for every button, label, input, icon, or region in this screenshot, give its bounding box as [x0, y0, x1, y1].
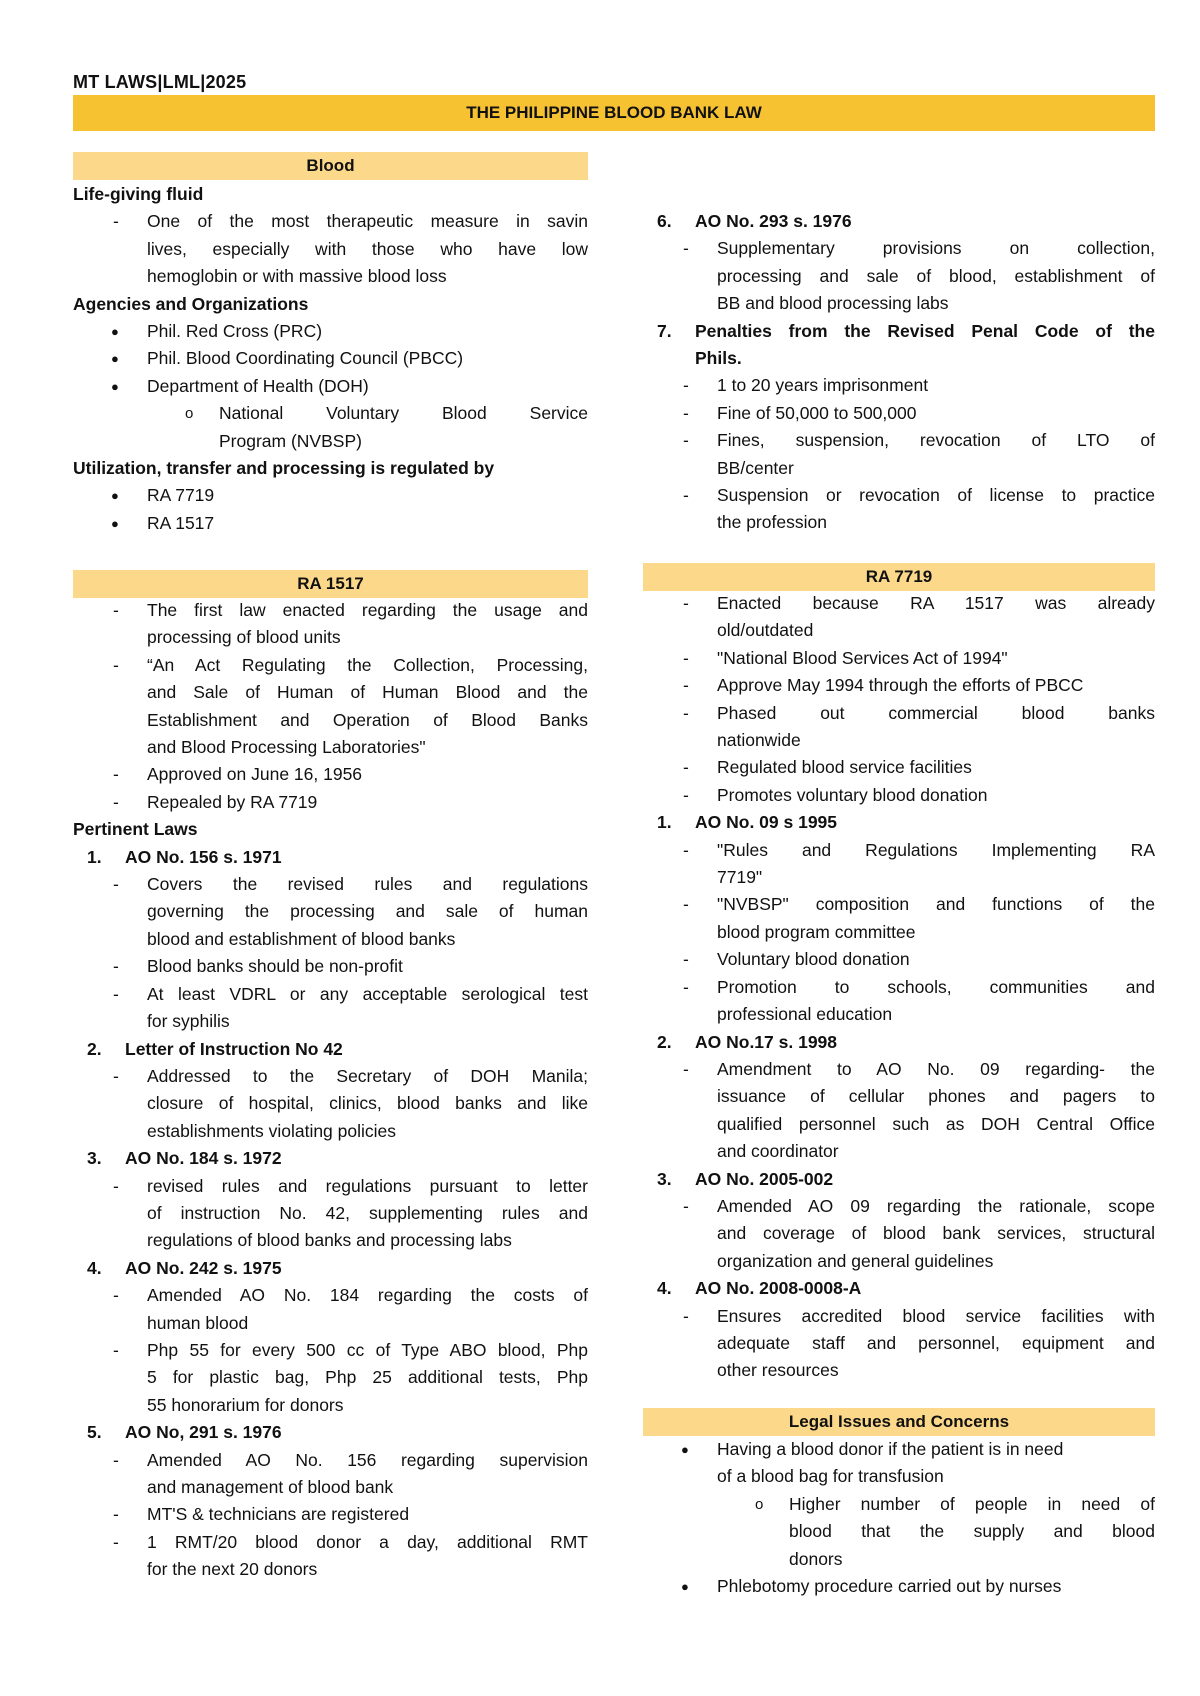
bullet-marker: ●: [111, 378, 119, 394]
list-item: [643, 919, 1155, 946]
dash-marker: -: [113, 654, 119, 675]
list-item-text: Ensures accredited blood service facilities with: [717, 1305, 1155, 1326]
dash-marker: -: [683, 1195, 689, 1216]
bullet-item-text: RA 1517: [147, 512, 215, 533]
dash-marker: -: [113, 764, 119, 785]
bullet-item: [643, 1436, 1155, 1463]
numbered-heading-text: Letter of Instruction No 42: [125, 1038, 343, 1059]
pertinent-laws-label: Pertinent Laws: [73, 819, 198, 840]
numbered-heading-text: AO No, 291 s. 1976: [125, 1422, 282, 1443]
list-item-text: 7719": [717, 867, 763, 888]
list-item: [643, 946, 1155, 973]
list-item-text: Amendment to AO No. 09 regarding- the: [717, 1058, 1155, 1079]
bullet-marker: ●: [111, 488, 119, 504]
dash-marker: -: [683, 647, 689, 668]
list-item-text: MT'S & technicians are registered: [147, 1504, 410, 1525]
dash-marker: -: [113, 983, 119, 1004]
list-item: [643, 1193, 1155, 1220]
list-item: [73, 624, 588, 651]
list-item-text: One of the most therapeutic measure in savin: [147, 211, 588, 232]
list-item-text: 1 to 20 years imprisonment: [717, 375, 929, 396]
dash-marker: -: [113, 211, 119, 232]
numbered-heading: [73, 1419, 588, 1446]
list-item: [73, 1063, 588, 1090]
bullet-marker: ●: [681, 1442, 689, 1457]
dash-marker: -: [113, 1175, 119, 1196]
numbered-heading: [643, 1166, 1155, 1193]
list-item: [73, 236, 588, 263]
bullet-item: [643, 1573, 1155, 1600]
dash-marker: -: [683, 894, 689, 915]
list-item: [73, 1008, 588, 1035]
list-item-text: Voluntary blood donation: [717, 949, 910, 970]
list-item-text: Fine of 50,000 to 500,000: [717, 402, 917, 423]
list-number: 7.: [657, 320, 672, 341]
bullet-item: [73, 373, 588, 400]
bullet-marker: ●: [111, 515, 119, 531]
sub-bullet-text: National Voluntary Blood Service: [219, 403, 588, 424]
list-item: [643, 509, 1155, 536]
bullet-item-text: Phlebotomy procedure carried out by nurses: [717, 1576, 1062, 1597]
list-item-text: human blood: [147, 1312, 249, 1333]
agencies-label: Agencies and Organizations: [73, 293, 309, 314]
list-item: [73, 1556, 588, 1583]
list-item: [643, 974, 1155, 1001]
sub-bullet-item: [643, 1491, 1155, 1518]
list-item-text: Repealed by RA 7719: [147, 791, 318, 812]
list-item-text: Amended AO 09 regarding the rationale, scope: [717, 1195, 1155, 1216]
list-item: [643, 1001, 1155, 1028]
list-item: [73, 1529, 588, 1556]
ra1517-section: [73, 597, 588, 1584]
list-item-text: 5 for plastic bag, Php 25 additional tests, Php: [147, 1367, 588, 1388]
bullet-item-text: RA 7719: [147, 485, 215, 506]
list-item-text: qualified personnel such as DOH Central Office: [717, 1113, 1155, 1134]
list-item-text: processing and sale of blood, establishment of: [717, 265, 1155, 286]
numbered-heading: [643, 1029, 1155, 1056]
list-item-text: governing the processing and sale of human: [147, 901, 588, 922]
legal-issues-section: [643, 1436, 1155, 1600]
list-item: [643, 1330, 1155, 1357]
list-item: [643, 372, 1155, 399]
bullet-marker: ●: [681, 1579, 689, 1595]
ao-293-and-penalties: [643, 208, 1155, 537]
bullet-item: [73, 318, 588, 345]
sub-bullet-text: Program (NVBSP): [219, 430, 362, 451]
list-item: [643, 1138, 1155, 1165]
list-item-text: regulations of blood banks and processing labs: [147, 1230, 512, 1251]
dash-marker: -: [113, 1531, 119, 1552]
list-item: [643, 1111, 1155, 1138]
numbered-heading: [643, 809, 1155, 836]
list-item-text: closure of hospital, clinics, blood banks and like: [147, 1093, 588, 1114]
bullet-item-text: Phil. Blood Coordinating Council (PBCC): [147, 348, 464, 369]
list-item: [73, 1337, 588, 1364]
list-item: [73, 1118, 588, 1145]
list-item-text: of instruction No. 42, supplementing rules and: [147, 1202, 588, 1223]
sub-bullet-text: donors: [789, 1548, 843, 1569]
list-item: [643, 263, 1155, 290]
list-item: [73, 597, 588, 624]
list-item-text: Promotion to schools, communities and: [717, 976, 1155, 997]
list-item-text: and Blood Processing Laboratories": [147, 737, 426, 758]
list-item-text: Approved on June 16, 1956: [147, 764, 363, 785]
dash-marker: -: [683, 976, 689, 997]
list-item: [73, 263, 588, 290]
ra7719-section: [643, 590, 1155, 1385]
dash-marker: -: [683, 784, 689, 805]
numbered-heading-text: AO No. 2005-002: [695, 1168, 834, 1189]
list-item: [73, 1501, 588, 1528]
dash-marker: -: [113, 1285, 119, 1306]
list-item: [643, 672, 1155, 699]
list-item-text: for syphilis: [147, 1011, 230, 1032]
numbered-heading-text: AO No. 156 s. 1971: [125, 846, 282, 867]
sub-bullet-item: [643, 1546, 1155, 1573]
list-item: [73, 1282, 588, 1309]
bullet-item-text: Having a blood donor if the patient is in need: [717, 1439, 1064, 1459]
dash-marker: -: [683, 375, 689, 396]
list-item: [73, 1447, 588, 1474]
list-item: [73, 1474, 588, 1501]
list-item: [643, 1220, 1155, 1247]
bullet-marker: ●: [111, 351, 119, 367]
list-item: [73, 926, 588, 953]
list-item: [643, 891, 1155, 918]
numbered-heading-text: AO No. 184 s. 1972: [125, 1148, 282, 1169]
sub-bullet-text: Higher number of people in need of: [789, 1493, 1155, 1514]
numbered-heading: [643, 345, 1155, 372]
section-heading-ra7719: RA 7719: [643, 563, 1155, 591]
list-item-text: Blood banks should be non-profit: [147, 956, 403, 977]
list-item: [643, 1303, 1155, 1330]
list-item: [73, 1227, 588, 1254]
list-item: [643, 617, 1155, 644]
dash-marker: -: [683, 949, 689, 970]
numbered-heading: [643, 318, 1155, 345]
list-item: [73, 1310, 588, 1337]
dash-marker: -: [113, 956, 119, 977]
list-item-text: processing of blood units: [147, 627, 341, 648]
list-item-text: old/outdated: [717, 620, 814, 641]
numbered-heading: [73, 1255, 588, 1282]
list-item: [643, 727, 1155, 754]
list-item: [73, 1200, 588, 1227]
blood-section: [73, 181, 588, 537]
list-item: [73, 898, 588, 925]
dash-marker: -: [113, 1065, 119, 1086]
list-item-text: and Sale of Human of Human Blood and the: [147, 682, 588, 703]
list-item-text: and coverage of blood bank services, structural: [717, 1223, 1155, 1244]
list-item-text: Amended AO No. 156 regarding supervision: [147, 1449, 588, 1470]
list-item: [73, 208, 588, 235]
dash-marker: -: [683, 238, 689, 259]
list-item-text: Promotes voluntary blood donation: [717, 784, 988, 805]
list-item: [643, 1248, 1155, 1275]
list-item-text: BB and blood processing labs: [717, 293, 949, 314]
list-item-text: Fines, suspension, revocation of LTO of: [717, 430, 1155, 451]
list-item: [73, 1364, 588, 1391]
list-item: [73, 1173, 588, 1200]
list-item-text: Enacted because RA 1517 was already: [717, 593, 1155, 613]
list-item: [73, 953, 588, 980]
list-item-text: establishments violating policies: [147, 1120, 397, 1141]
list-number: 2.: [87, 1038, 102, 1059]
numbered-heading: [643, 208, 1155, 235]
numbered-heading: [73, 1145, 588, 1172]
list-item-text: Establishment and Operation of Blood Banks: [147, 709, 588, 730]
list-item: [643, 645, 1155, 672]
list-item: [643, 590, 1155, 617]
bullet-marker: ●: [111, 324, 119, 340]
numbered-heading: [643, 1275, 1155, 1302]
list-item-text: nationwide: [717, 730, 801, 751]
list-item-text: issuance of cellular phones and pagers to: [717, 1086, 1155, 1107]
list-item-text: 1 RMT/20 blood donor a day, additional RMT: [147, 1531, 588, 1552]
list-item: [73, 707, 588, 734]
list-item-text: BB/center: [717, 457, 794, 478]
list-item: [643, 235, 1155, 262]
list-item: [73, 652, 588, 679]
list-number: 1.: [87, 846, 102, 867]
list-item: [643, 1357, 1155, 1384]
section-heading-legal-issues: Legal Issues and Concerns: [643, 1408, 1155, 1436]
list-item-text: for the next 20 donors: [147, 1559, 318, 1580]
dash-marker: -: [683, 675, 689, 696]
list-number: 5.: [87, 1422, 102, 1443]
list-item: [643, 754, 1155, 781]
dash-marker: -: [683, 485, 689, 506]
dash-marker: -: [113, 1449, 119, 1470]
list-item-text: "NVBSP" composition and functions of the: [717, 894, 1155, 915]
list-item: [73, 789, 588, 816]
list-item: [73, 734, 588, 761]
dash-marker: -: [683, 593, 689, 613]
numbered-heading-text: AO No. 293 s. 1976: [695, 211, 852, 231]
list-item-text: organization and general guidelines: [717, 1250, 994, 1271]
dash-marker: -: [683, 839, 689, 860]
list-item: [643, 455, 1155, 482]
list-number: 3.: [87, 1148, 102, 1169]
list-item-text: other resources: [717, 1360, 839, 1381]
list-item: [643, 700, 1155, 727]
list-item-text: lives, especially with those who have low: [147, 238, 588, 259]
dash-marker: -: [113, 600, 119, 620]
sub-bullet-text: blood that the supply and blood: [789, 1521, 1155, 1542]
list-item-text: Addressed to the Secretary of DOH Manila;: [147, 1065, 588, 1086]
document-title: THE PHILIPPINE BLOOD BANK LAW: [73, 95, 1155, 131]
list-item-text: blood and establishment of blood banks: [147, 928, 456, 949]
list-item-text: Suspension or revocation of license to practice: [717, 485, 1155, 506]
numbered-heading-text: Phils.: [695, 348, 742, 369]
regulated-label: Utilization, transfer and processing is regulated by: [73, 458, 495, 479]
list-item-text: adequate staff and personnel, equipment and: [717, 1332, 1155, 1353]
sub-bullet-item: [643, 1518, 1155, 1545]
list-item: [643, 400, 1155, 427]
list-item: [73, 871, 588, 898]
list-item-text: Phased out commercial blood banks: [717, 702, 1155, 723]
list-number: 3.: [657, 1168, 672, 1189]
list-item-text: "National Blood Services Act of 1994": [717, 647, 1008, 668]
dash-marker: -: [113, 874, 119, 895]
dash-marker: -: [683, 757, 689, 778]
list-item-text: Php 55 for every 500 cc of Type ABO blood, Php: [147, 1339, 588, 1360]
section-heading-blood: Blood: [73, 152, 588, 180]
list-number: 2.: [657, 1031, 672, 1052]
list-item-text: Approve May 1994 through the efforts of PBCC: [717, 675, 1084, 696]
list-item: [73, 679, 588, 706]
list-item-text: The first law enacted regarding the usage and: [147, 600, 588, 620]
dash-marker: -: [113, 1504, 119, 1525]
list-item-text: Covers the revised rules and regulations: [147, 874, 588, 895]
bullet-item: [73, 345, 588, 372]
list-item: [73, 1392, 588, 1419]
numbered-heading-text: AO No.17 s. 1998: [695, 1031, 838, 1052]
list-number: 1.: [657, 812, 672, 833]
lifegiving-label: Life-giving fluid: [73, 184, 204, 204]
list-item-text: "Rules and Regulations Implementing RA: [717, 839, 1155, 860]
list-number: 6.: [657, 211, 672, 231]
list-item-text: and coordinator: [717, 1141, 839, 1162]
list-item: [643, 427, 1155, 454]
dash-marker: -: [683, 402, 689, 423]
sub-bullet-item: [73, 400, 588, 427]
list-item: [643, 1056, 1155, 1083]
list-number: 4.: [657, 1278, 672, 1299]
list-item-text: hemoglobin or with massive blood loss: [147, 266, 447, 287]
list-item-text: Amended AO No. 184 regarding the costs of: [147, 1285, 588, 1306]
list-item: [643, 290, 1155, 317]
bullet-item-text: Department of Health (DOH): [147, 375, 369, 396]
dash-marker: -: [683, 430, 689, 451]
list-item-text: revised rules and regulations pursuant to letter: [147, 1175, 588, 1196]
dash-marker: -: [113, 791, 119, 812]
list-item-text: and management of blood bank: [147, 1477, 394, 1497]
section-heading-ra1517: RA 1517: [73, 570, 588, 598]
numbered-heading: [73, 1036, 588, 1063]
bullet-item: [73, 510, 588, 537]
list-item: [73, 1090, 588, 1117]
bullet-item: [643, 1463, 1155, 1490]
list-item: [643, 837, 1155, 864]
dash-marker: -: [113, 1339, 119, 1360]
numbered-heading-text: Penalties from the Revised Penal Code of the: [695, 320, 1155, 341]
dash-marker: -: [683, 702, 689, 723]
list-item: [643, 864, 1155, 891]
list-item-text: Regulated blood service facilities: [717, 757, 972, 778]
list-item-text: At least VDRL or any acceptable serological test: [147, 983, 588, 1004]
list-item: [73, 761, 588, 788]
list-item-text: blood program committee: [717, 921, 916, 942]
list-item: [643, 782, 1155, 809]
bullet-item-text: of a blood bag for transfusion: [717, 1466, 944, 1487]
dash-marker: -: [683, 1058, 689, 1079]
list-item: [73, 981, 588, 1008]
list-number: 4.: [87, 1257, 102, 1278]
list-item: [643, 1083, 1155, 1110]
list-item-text: professional education: [717, 1004, 893, 1025]
numbered-heading: [73, 844, 588, 871]
numbered-heading-text: AO No. 09 s 1995: [695, 812, 838, 833]
list-item-text: Supplementary provisions on collection,: [717, 238, 1155, 259]
dash-marker: -: [683, 1305, 689, 1326]
course-header: MT LAWS|LML|2025: [73, 72, 247, 92]
list-item-text: 55 honorarium for donors: [147, 1394, 344, 1415]
numbered-heading-text: AO No. 2008-0008-A: [695, 1278, 862, 1299]
sub-bullet-marker: o: [185, 405, 194, 423]
sub-bullet-item: [73, 428, 588, 455]
sub-bullet-marker: o: [755, 1495, 764, 1513]
numbered-heading-text: AO No. 242 s. 1975: [125, 1257, 282, 1278]
bullet-item: [73, 482, 588, 509]
list-item: [643, 482, 1155, 509]
list-item-text: “An Act Regulating the Collection, Processing,: [147, 654, 588, 675]
bullet-item-text: Phil. Red Cross (PRC): [147, 321, 323, 342]
list-item-text: the profession: [717, 512, 827, 533]
